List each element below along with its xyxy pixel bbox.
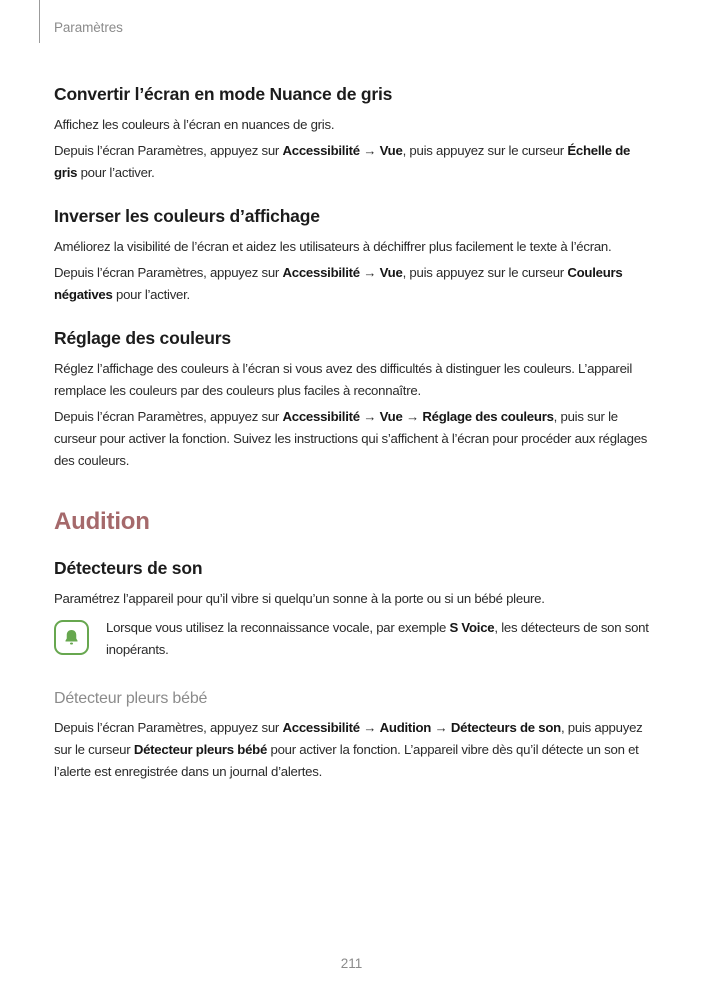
section-heading-grayscale: Convertir l’écran en mode Nuance de gris	[54, 84, 393, 104]
page-content	[54, 62, 650, 787]
section-heading-negative-colors: Inverser les couleurs d’affichage	[54, 206, 320, 226]
bell-icon	[54, 620, 89, 655]
paragraph: Depuis l’écran Paramètres, appuyez sur Accessibilité → Vue, puis appuyez sur le curseur Échelle de gris pour l’activer.	[54, 143, 631, 180]
section-heading-sound-detectors: Détecteurs de son	[54, 557, 203, 578]
paragraph: Affichez les couleurs à l’écran en nuances de gris.	[54, 117, 335, 132]
paragraph: Depuis l’écran Paramètres, appuyez sur Accessibilité → Audition → Détecteurs de son, puis appuyez sur le curseur Détecteur pleurs bébé pour activer la fonction. L’appareil vibre dès qu’il détecte un son et l’alerte est enregistrée dans un journal d’alertes.	[54, 719, 643, 779]
paragraph: Améliorez la visibilité de l’écran et aidez les utilisateurs à déchiffrer plus facilement le texte à l’écran.	[54, 239, 612, 254]
page-number: 211	[340, 956, 363, 971]
section-heading-color-adjustment: Réglage des couleurs	[54, 328, 231, 348]
running-header	[39, 0, 123, 43]
paragraph: Paramétrez l’appareil pour qu’il vibre si quelqu’un sonne à la porte ou si un bébé pleure.	[54, 590, 545, 606]
note-box	[54, 617, 650, 661]
page-footer	[0, 956, 703, 971]
subsection-heading-baby-cry-detector: Détecteur pleurs bébé	[54, 689, 208, 707]
paragraph: Depuis l’écran Paramètres, appuyez sur Accessibilité → Vue, puis appuyez sur le curseur Couleurs négatives pour l’activer.	[54, 265, 623, 302]
paragraph: Réglez l’affichage des couleurs à l’écran si vous avez des difficultés à distinguer les couleurs. L’appareil remplace les couleurs par des couleurs plus faciles à reconnaître.	[54, 361, 633, 398]
note-text: Lorsque vous utilisez la reconnaissance vocale, par exemple S Voice, les détecteurs de son sont inopérants.	[106, 619, 649, 657]
chapter-title: Paramètres	[54, 20, 123, 35]
paragraph: Depuis l’écran Paramètres, appuyez sur Accessibilité → Vue → Réglage des couleurs, puis sur le curseur pour activer la fonction. Suivez les instructions qui s’affichent à l’écran pour procéder aux réglages des couleurs.	[54, 409, 648, 468]
chapter-heading-audition: Audition	[54, 508, 150, 535]
